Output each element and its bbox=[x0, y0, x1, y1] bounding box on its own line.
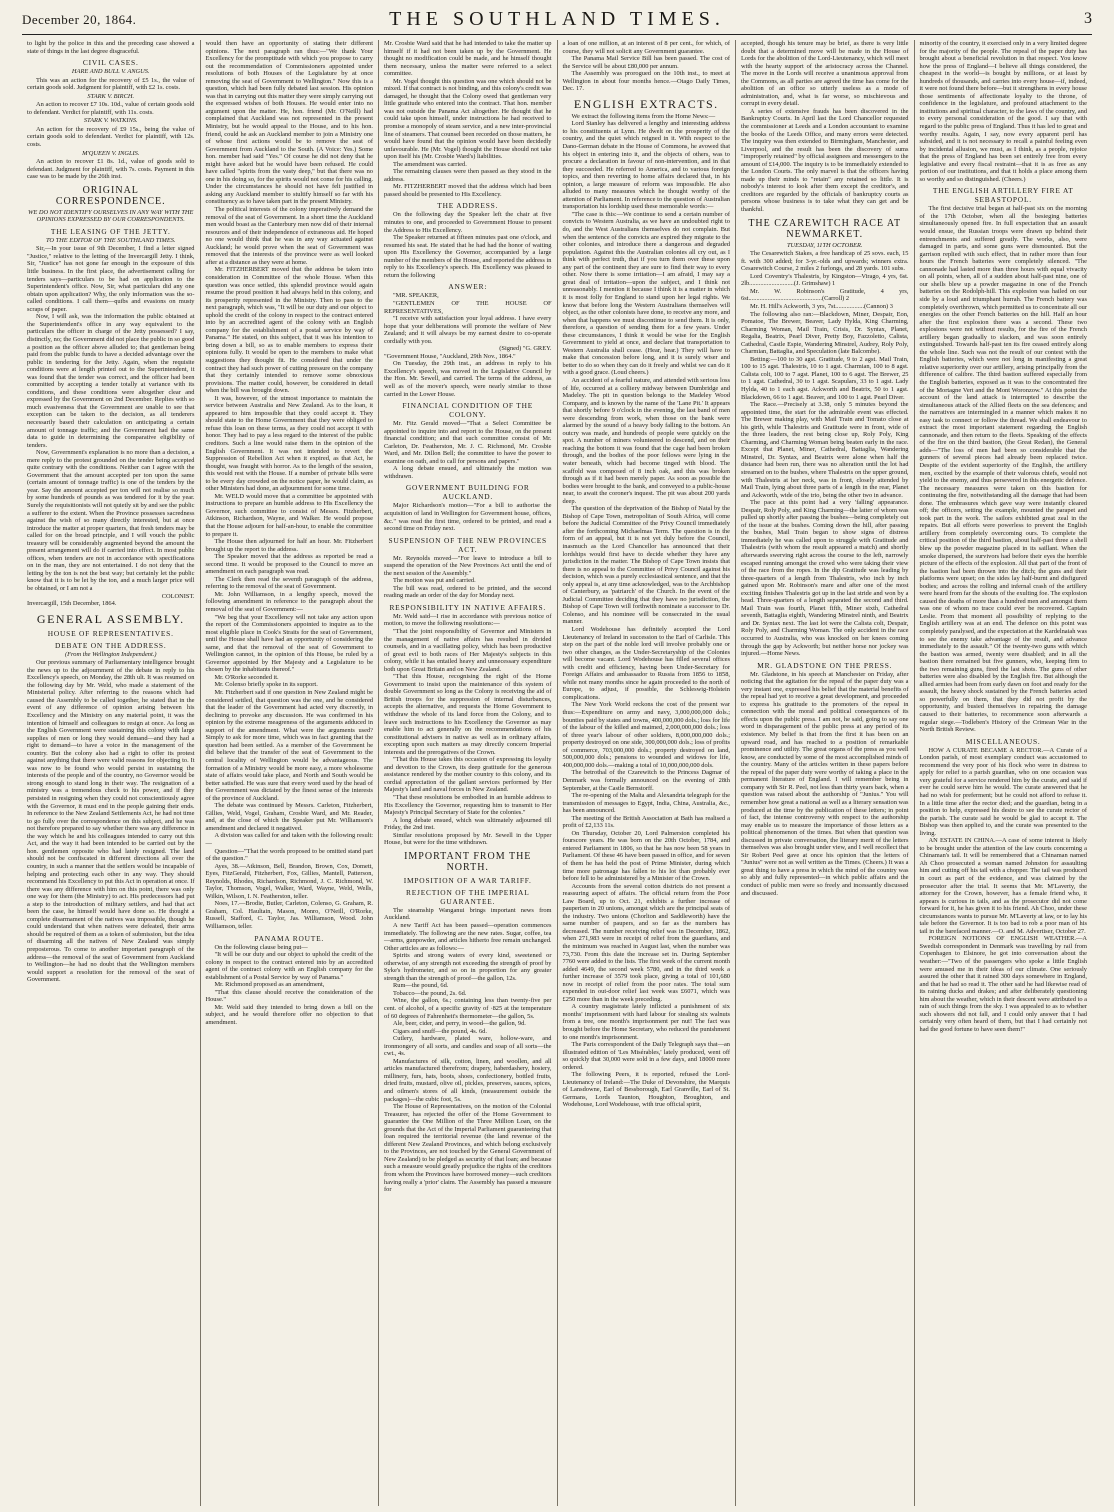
section-heading: CIVIL CASES. bbox=[82, 58, 139, 68]
article-paragraph: Mr. FITZHERBERT moved that the address which had been passed should be presented to His Excellency. bbox=[384, 183, 552, 198]
article-paragraph: "Government House, "Auckland, 29th Nov., 1864." bbox=[384, 352, 516, 360]
article-paragraph: minority of the country, it exercised only in a very limited degree for the majority of the people. The repeal of the paper duty has brought about a beneficial revolution in that respect. You know how the press of England—I believe all things considered, the cheapest in the world—is bought by millions, or at least by hundreds of thousands, and carries into every house—if, indeed, it were not found there before—but it strengthens in every house those sentiments of affectionate loyalty to the throne, of confidence in the legislature, and profound attachment to the institutions and spiritual character, to the laws of the country, and to every personal consideration of the good. I say that with regard to the public press of England. Thus it has led to great and worthy results. Again, I say, now every apparent peril has subsided, and it is not necessary to recall a painful feeling even by incidental allusion, we must, as I think, as a people, rejoice that the press of England has been set entirely free from every legislative and every fiscal restraint—that it is as free as any portion of our institutions, and that it holds a place among them so worthy and so distinguished. (Cheers.) bbox=[919, 40, 1087, 183]
article-paragraph: "That the joint responsibility of Governor and Ministers in the management of native affairs has resulted in divided counsels, and in a vacillating policy, which has been productive of great evil to both races of Her Majesty's subjects in this colony, while it has entailed heavy and unnecessary expenditure both upon Great Britain and on New Zealand. bbox=[384, 628, 552, 673]
article-paragraph: Our previous summary of Parliamentary intelligence brought the news up to the adjournment of the debate in reply to his Excellency's speech, on Monday, the 28th ult. It was resumed on the following day by Mr. Weld, who made a statement of the Ministerial policy. After referring to the reasons which had caused the Assembly to be called together, he stated that in the event of any difference of opinion arising between his Excellency and the Ministry on any material point, it was the intention of himself and colleagues to resign at once. As long as the English Government were sustaining this colony with large supplies of men or long they would demand—and they had a right to demand—to have a voice in the management of the country. But the colony also had a right to offer its protest against anything that there were valid reasons for objecting to. It was now to be found who would persist in sustaining the interests of the people and of the country, no Governor would be strong enough to stand long in their way. The resignation of a ministry was a tremendous check to his power, and if they persisted in resigning when they could not conscientiously agree with the Governor, it must end in the people gaining their ends. In reference to the New Zealand Settlements Act, he had not time to go fully over the correspondence on this subject, and he was not therefore prepared to say whether there was any difference in the way which he and his colleagues intended to carry out this Act, and the way it had been intended to be carried out by the hon. gentlemen opposite who had lately resigned. The land should not be confiscated in different directions all over the country, in such a manner that the settlers would be incapable of helping and protecting each other in any way. They should recommend his Excellency to put this Act in operation at once. If there was any difference with him on this point, there was only one way for them (the Ministry) to act. His predecessors had put a step to the introduction of military settlers, and had that act been the case, he himself would have done so. He thought a complete disarmament of the natives was impossible, though he could understand that when natives were defeated, their arms should be required of them as a token of submission, but the idea of disarming all the natives of New Zealand was simply preposterous. To come to another important paragraph of the address—the removal of the seat of Government from Auckland to Wellington—he had no doubt that the Wellington members would support a resolution for the removal of the seat of Government. bbox=[27, 659, 195, 984]
article-paragraph: Now, I will ask, was the information the public obtained at the Superintendent's office in any way equivalent to the particulars the officer in charge of the Jetty possessed? I say, distinctly, no; the Government did not place the public in so good a position as the officer above alluded to; that gentleman being paid from the public funds to have a decided advantage over the public in tendering for the Jetty. Again, when the requisite conditions were at length printed out to the Superintendent, it was found that the tender was correct, and the officer had been committed by accepting a tender totally at variance with its conditions, and these conditions were altogether clear and expressed by the Government on 2nd December. Replies with so much evasiveness that the Government are unable to see that exception can be taken to the decision, as all tenderers necessarily based their calculation on anticipating a certain amount of tonnage traffic; and the Government had the same data to guide in determining the comparative eligibility of tenders. bbox=[27, 313, 195, 449]
article-paragraph: It was, however, of the utmost importance to maintain the service between Australia and New Zealand. As to the loan, it appeared to him impossible that they could accept it. They should state to the Home Government that they were obliged to refuse this loan on these terms, as they could not accept it with honor. They had to pay a less regard to the interest of the public creditors. Such a line would raise them in the opinion of the English Government. It was not intended to revert the Suppression of Rebellion Act when it expired, as that Act, he thought, was fraught with horror. As to the length of the session, this would rest with the House. If a number of private bills were to be every day crowded on the notice paper, he would claim, as other Ministers had done, an adjournment for some time. bbox=[205, 394, 373, 493]
subheading: STARK V. BIRCH. bbox=[87, 92, 135, 100]
section-heading: ANSWER: bbox=[448, 282, 488, 292]
article-paragraph: The following also ran:—Blackdown, Miner, Despair, Eon, Pomatoe, The Brewer, Beaver, Lady Hylda, King Charming, Charming Woman, Mail Train, Crisis, Dr. Syntax, Planet, Regalia, Beatrix, Pearl Diver, Pretty Boy, Fazzoletto, Calista, Cathedral, Castle Espie, Wandering Minstrel, Audrey, Roly Poly, Charmian, Battaglia, and Speculation (late Balcombe). bbox=[741, 310, 909, 356]
article-paragraph: The Panama Mail Service Bill has been passed. The cost of the Service will be about £80,000 per annum. bbox=[562, 55, 730, 70]
article-paragraph: Tobacco—the pound, 2s. 6d. bbox=[393, 989, 467, 997]
column-2 bbox=[201, 40, 380, 1506]
article-paragraph: Mr. WELD would move that a committee be appointed with instructions to prepare an humble address to His Excellency the Governor, such committee to consist of Messrs. Fitzherbert, Atkinson, Richardson, Wayne, and Walker. He would propose that the House adjourn for half-an-hour, to enable the committee to prepare it. bbox=[205, 492, 373, 538]
article-paragraph: The Race.—Precisely at 3.38, only 5 minutes beyond the appointed time, the start for the admirable event was effected. The Brewer making play, with Mail Train and Tomato close at his girth, while Thalestris and Gratitude were in front, wide of the three leaders, the rest being close up, Roly Poly, King Charming, and Charming Woman being beaten early in the race. Except that Planet, Miner, Cathedral, Battaglia, Wandering Minstrel, Dr. Syntax, and Beatrix were alone when half the distance had been run, there was no alteration until the lot had streamed on to the bushes, where Thalestris on the upper ground, with Thalestris at her neck, was in front, closely attended by Mail Train, lying about three parts of a length in the rear, Planet and Ackworth, wide of the trio, being the other two in advance. bbox=[741, 401, 909, 499]
article-paragraph: On the following clause being put— bbox=[214, 943, 308, 951]
section-heading: REJECTION OF THE IMPERIAL GUARANTEE. bbox=[405, 887, 530, 906]
article-paragraph: A country magistrate lately inflicted a punishment of six months' imprisonment with hard labour for stealing six walnuts from a tree, one month's imprisonment per nut! The fact was brought before the Home Secretary, who reduced the punishment to one month's imprisonment. bbox=[562, 1003, 730, 1041]
article-paragraph: The House then adjourned for half an hour. Mr. Fitzherbert brought up the report to the address. bbox=[205, 538, 373, 553]
subheading: M'QUEEN V. INGLIS. bbox=[82, 149, 140, 157]
article-paragraph: Ayes, 38.—Atkinson, Bell, Brandon, Brown, Cox, Domett, Eyes, FitzGerald, Fitzherbert, Fox, Gillies, Mantell, Patterson, Reynolds, Rhodes, Richardson, Richmond, J. C. Richmond, W. Taylor, Thomson, Vogel, Walker, Ward, Wayne, Weld, Wells, Wilkin, Wilson, I. N. Featherston, teller. bbox=[205, 862, 373, 900]
article-paragraph: The New York World reckons the cost of the present war thus:—Expenditure on army and navy, 3,000,000,000 dols.; bounties paid by states and towns, 400,000,000 dols.; loss for life of the labour of the killed and maimed, 2,000,000,000 dols.; loss of three year's labour of other soldiers, 8,000,000,000 dols.; property destroyed on one side, 300,000,000 dols.; loss of profits of commerce, 703,000,000 dols.; property destroyed on land, 500,000,000 dols.; pensions to wounded and widows for life, 400,000,000 dols.—making a total of 10,000,000,000 dols. bbox=[562, 701, 730, 769]
article-paragraph: Mr. Weld said they intended to bring down a bill on the subject, and he would therefore offer no objection to that amendment. bbox=[205, 1003, 373, 1026]
article-paragraph: The debate was continued by Messrs. Carleton, Fitzherbert, Gillies, Weld, Vogel, Graham, Crosbie Ward, and Mr. Reader, and, at the close of which the Speaker put Mr. Williamson's amendment and declared it negatived. bbox=[205, 802, 373, 832]
article-paragraph: On Thursday, October 20, Lord Palmerston completed his fourscore years. He was born on the 20th October, 1784, and entered Parliament in 1806, so that he has now been 58 years in Parliament. Of these 46 have been passed in office, and for seven of them he has held the post of Prime Minister, during which time more patronage has fallen to his lot than probably ever before fell to be administered by a Minister of the Crown. bbox=[562, 829, 730, 883]
article-paragraph: Spirits and strong waters of every kind, sweetened or otherwise, of any strength not exceeding the strength of proof by Syke's hydrometer, and so on in proportion for any greater strength than the strength of proof—the gallon, 12s. bbox=[384, 952, 552, 982]
article-paragraph: The Speaker moved that the address as reported be read a second time. It would be proposed to the Council to move an amendment on each paragraph was read. bbox=[205, 553, 373, 576]
article-paragraph: Cigars and snuff—the pound, 4s. 6d. bbox=[393, 1027, 487, 1035]
article-paragraph: Rum—the pound, 6d. bbox=[393, 982, 449, 990]
article-paragraph: This was an action for the recovery of £5 1s., the value of certain goods sold. Judgment for plaintiff, with £2 1s. costs. bbox=[27, 76, 195, 92]
subheading: TO THE EDITOR OF THE SOUTHLAND TIMES. bbox=[45, 236, 176, 244]
article-paragraph: Cutlery, hardware, plated ware, hollow-ware, and ironmongery of all sorts, and candles and soap of all sorts—the cwt., 4s. bbox=[384, 1035, 552, 1058]
article-paragraph: Wine, the gallon, 6s.; containing less than twenty-five per cent. of alcohol, of a specific gravity of ·825 at the temperature of 60 degrees of Fahrenheit's thermometer—the gallon, 5s. bbox=[384, 997, 552, 1020]
article-paragraph: Noes, 17.—Brodie, Butler, Carleton, Colenso, G. Graham, R. Graham, Col. Haultain, Mason, Monro, O'Neill, O'Rorke, Russell, Stafford, C. Taylor, Jas. Williamson, Wood. John Williamson, teller. bbox=[205, 900, 373, 930]
article-paragraph: "GENTLEMEN OF THE HOUSE OF REPRESENTATIVES, bbox=[384, 299, 552, 315]
article-paragraph: Mr. Gladstone, in his speech at Manchester on Friday, after noticing that the agitation for the repeal of the paper duty was a very instant one, expressed his belief that the material benefits of the repeal had yet to receive a great development, and proceeded to express his gratitude to the promoters of the repeal in connection with the moral and political consequences of its effects upon the public press. I am not, he said, going to say one word in disparagement of the public press at any period of its existence. My belief is that from the first it has been on an upward road, and has reached to a position of remarkable prominence and utility. The great organs of the press as you well know, are conducted by some of the most accomplished minds of the country. Many of the articles written in these papers before the repeal of the paper duty were worthy of taking a place in the permanent literature of England. I will remember being in company with Sir R. Peel, not less than thirty years back, when a question was raised about the authorship of "Junius." You will remember how great a national as well as a literary sensation was produced at the time by the publication of these letters; in point of fact, the intense controversy with respect to the authorship may enable us to measure the importance of those letters as a political phenomenon of the times. But when that question was discussed in private conversation, the literary merit of the letters themselves was also brought under view, and I well recollect that Sir Robert Peel gave at once his opinion that the letters of "Junius" were not as well written as the Times. (Cheers.) It was a great thing to have a press in which the mind of the country was so ably and fully represented—in which public affairs and the conduct of public men were so freely and incessantly discussed and discussed. bbox=[741, 670, 909, 897]
article-paragraph: Ale, beer, cider, and perry, in wood—the gallon, 9d. bbox=[393, 1020, 526, 1028]
section-heading: DEBATE ON THE ADDRESS. bbox=[55, 640, 167, 650]
article-paragraph: "That this clause should receive the consideration of the House." bbox=[205, 988, 373, 1004]
article-paragraph: The steamship Wanganui brings important news from Auckland. bbox=[384, 906, 552, 922]
newspaper-title: THE SOUTHLAND TIMES. bbox=[389, 8, 725, 30]
subheading: HARE AND BULL V. ANGUS. bbox=[71, 68, 150, 76]
article-paragraph: Mr. Weld said—I rise in accordance with previous notice of motion, to move the following resolutions:— bbox=[384, 612, 552, 628]
article-paragraph: Mr. Richmond proposed as an amendment, bbox=[214, 981, 325, 989]
section-heading: RESPONSIBILITY IN NATIVE AFFAIRS. bbox=[389, 602, 547, 612]
article-paragraph: A long debate ensued, and ultimately the motion was withdrawn. bbox=[384, 465, 552, 480]
section-heading: THE ENGLISH ARTILLERY FIRE AT SEBASTOPOL. bbox=[932, 186, 1074, 205]
article-paragraph: A new Tariff Act has been passed—operation commences immediately. The following are the new rates. Sugar, coffee, tea—arms, gunpowder, and articles hitherto free remain unchanged. Other articles are as follows:— bbox=[384, 921, 552, 952]
article-paragraph: The re-opening of the Malta and Alexandria telegraph for the transmission of messages to Egypt, India, China, Australia, &c., has been announced. bbox=[562, 792, 730, 815]
section-heading: FINANCIAL CONDITION OF THE COLONY. bbox=[402, 401, 534, 420]
section-heading: GENERAL ASSEMBLY. bbox=[36, 611, 185, 626]
article-paragraph: Mr. Reynolds moved—"For leave to introduce a bill to suspend the operation of the New Provinces Act until the end of the next session of the Assembly." bbox=[384, 554, 552, 577]
article-paragraph: Mr. Fitz Gerald moved—"That a Select Committee be appointed to inquire into and report to the House, on the present financial condition; and that such committee consist of Mr. Carleton, Dr. Featherston, Mr. J. C. Richmond, Mr. Crosbie Ward, and Mr. Dillon Bell; the committee to have the power to examine on oath, and to call for persons and papers." bbox=[384, 420, 552, 465]
section-heading: MR. GLADSTONE ON THE PRESS. bbox=[757, 660, 893, 670]
article-paragraph: The motion was put and carried. bbox=[393, 577, 476, 585]
article-paragraph: The political interests of the colony imperatively demand the removal of the seat of Government. In a short time the Auckland men would boast as the Canterbury men now did of their internal resources and of their independence of extraneous aid. He hoped no one would think that he was in any way actuated against Auckland; he would prove when the seat of Government was removed that the interests of the province were as well looked after at a distance as they were at home. bbox=[205, 206, 373, 266]
article-paragraph: Mr. O'Rorke seconded it. bbox=[214, 673, 279, 681]
article-paragraph: "That this House, recognising the right of the Home Government to insist upon the maintenance of this system of double Government so long as the Colony is receiving the aid of British troops for the suppression of internal disturbances, accepts the alternative, and requests the Home Government to withdraw the whole of its land force from the Colony, and to leave such instructions to his Excellency the Governor as may enable him to act generally on the recommendations of his constitutional advisers in native as well as in ordinary affairs, excepting upon such matters as may directly concern Imperial interests and the prerogatives of the Crown. bbox=[384, 673, 552, 756]
article-paragraph: We extract the following items from the Home News:— bbox=[571, 112, 716, 120]
article-paragraph: The bill was read, ordered to be printed, and the second reading made an order of the day for Monday next. bbox=[384, 584, 552, 600]
article-paragraph: Sir,—In your issue of 9th December, I find a letter signed "Justice," relative to the letting of the Invercargill Jetty. I think, Sir, "Justice" has not gone far enough in the exposure of this little business. In the first place, the advertisement calling for tenders says—particulars to be had on application to the Superintendent's office. Now, Sir, what particulars did any one obtain upon application? Why, the only information was the so-called conditions. I call them—quibs and evasions on musty scraps of paper. bbox=[27, 245, 195, 313]
section-heading: SUSPENSION OF THE NEW PROVINCES ACT. bbox=[388, 535, 547, 554]
section-heading: HOUSE OF REPRESENTATIVES. bbox=[47, 628, 174, 638]
article-paragraph: The House of Representatives, on the motion of the Colonial Treasurer, has rejected the offer of the Home Government to guarantee the One Million of the Three Million Loan, on the grounds that the Act of the Imperial Parliament guaranteeing that loan required the territorial revenue (the land revenue of the different New Zealand Provinces, and which belong exclusively to the Provinces, are not touched by the General Government of New Zealand) to be pledged as security of that loan; and because such a measure would greatly prejudice the rights of the creditors from whom the Provinces have borrowed money—such creditors having really a 'prior' claim. The Assembly has passed a measure for bbox=[384, 1103, 552, 1194]
article-paragraph: FOREIGN NOTIONS OF ENGLISH WEATHER.—A Swedish correspondent in Denmark was travelling by rail from Copenhagen to Elsinore, he got into conversation about the weather:—"Two of the passengers who spoke a little English were amused me in their ideas of our climate. One seriously assured the other that it rained 300 days somewhere in England, and that he had so read it. The other said he had likewise read of its raining ducks and drakes; and after deliberately questioning him about the weather, which in their descent were attributed to a rain of such things from the sky. I was appealed to as to whether such showers did not fall, and I could only answer that I had certainly very often heard of them, but that I had certainly not had the good fortune to have seen them!" bbox=[919, 935, 1087, 1033]
section-heading: THE ADDRESS. bbox=[437, 201, 499, 211]
section-heading: THE LEASING OF THE JETTY. bbox=[50, 226, 171, 236]
article-paragraph: Lord Stanley has delivered a lengthy and interesting address to his constituents at Lynn. He dwelt on the prosperity of the country, and the quiet which reigned in it. With respect to the Dano-German debate in the House of Commons, he avowed that his object in entering into it, and the objects of others, was to procure a declaration in favour of non-intervention, and in that they succeeded. He referred to America, and to various foreign topics, and then reverting to home affairs declared that, in his opinion, a large measure of reform was impossible. He also alluded to many measures which he thought worthy of the attention of Parliament. In reference to the question of Australian transportation his lordship used these memorable words:— bbox=[562, 120, 730, 211]
masthead bbox=[22, 6, 1092, 35]
article-paragraph: The betrothal of the Czarewitch to the Princess Dagmar of Denmark was formally announced on the evening of 28th September, at the Castle Bernstorff. bbox=[562, 769, 730, 792]
article-paragraph: "It will be our duty and our object to uphold the credit of the colony in respect to the contract entered into by an accredited agent of the contract colony with an English company for the establishment of a Postal Service by way of Panama." bbox=[205, 951, 373, 981]
article-paragraph: Mr. H. Hill's Ackworth, 3 yrs, 7st..................(Cannon) 3 bbox=[750, 302, 893, 310]
section-heading: ORIGINAL CORRESPONDENCE. bbox=[55, 184, 166, 207]
article-paragraph: On the following day the Speaker left the chair at five minutes to one, and proceeded to Government House to present the Address to His Excellency. bbox=[384, 211, 552, 234]
section-heading: IMPOSITION OF A WAR TARIFF. bbox=[403, 875, 532, 885]
article-paragraph: The amendment was carried. bbox=[393, 160, 467, 168]
article-paragraph: "We beg that your Excellency will not take any action upon the report of the Commissioners appointed to inquire as to the most eligible place in Cook's Straits for the seat of Government, until the House shall have had an opportunity of considering the same, and that the removal of the seat of Government to Wellington cannot, in the opinion of this House, be ruled by a Governor appointed by Her Majesty and a Legislature to be chosen by the inhabitants thereof." bbox=[205, 613, 373, 674]
subheading: WE DO NOT IDENTIFY OURSELVES IN ANY WAY WITH THE OPINIONS EXPRESSED BY OUR CORRESPONDENTS. bbox=[28, 208, 194, 224]
signature: COLONIST. bbox=[161, 592, 195, 600]
article-paragraph: An action to recover £1 8s. 1d., value of goods sold to defendant. Judgment for plaintiff, with 7s. costs. Payment in this case was to be made by the 26th inst. bbox=[27, 158, 195, 181]
article-paragraph: "I receive with satisfaction your loyal address. I have every hope that your deliberations will promote the welfare of New Zealand; and it will always be my earnest desire to co-operate cordially with you. bbox=[384, 315, 552, 345]
article-paragraph: Major Richardson's motion—"For a bill to authorise the acquisition of land in Wellington for Government house, offices, &c." was read the first time, ordered to be printed, and read a second time on Friday next. bbox=[384, 502, 552, 533]
article-paragraph: The remaining clauses were then passed as they stood in the address. bbox=[384, 168, 552, 183]
issue-date: December 20, 1864. bbox=[22, 12, 137, 27]
article-paragraph: "The case is this:—We continue to send a certain number of convicts to Western Australia, as we have an undoubted right to do, and the West Australians themselves do not complain. But when the sentence of the convicts are expired they migrate to the other colonies, and introduce there a dangerous and degraded population. Against this the Australian colonies all cry out, as I think with perfect truth, that if you turn them over these upon any part of the continent they are sure to find their way to every other. Now there is some irritation—I am afraid, I may say a great deal of irritation—upon the subject, and I think not unreasonably. I mention it because I think it is a matter in which it is most folly for England to stand upon her legal rights. We know that before long the Western Australians themselves will object, as the other colonists have done, to receive any more, and when that happens we must discontinue to send them. It is only, therefore, a question of sending them for a few years. Under these circumstances, I think it would be wise for the English Government to yield at once, and declare that transportation to Western Australia shall cease. (Hear, hear.) They will have to make that concession before long, and it is surely wiser and better to do so when they can do it freely and whilst we can do it with a good grace. (Loud cheers.) bbox=[562, 210, 730, 377]
article-paragraph: would then have an opportunity of stating their different opinions. The next paragraph ran thus:—"We thank Your Excellency for the promptitude with which you propose to carry out the recommendation of Commissioners appointed under resolutions of both Houses of the Legislature by at once removing the seat of Government to Wellington." Now this is a question, which had been fully debated last session. His opinion was that in carrying out this matter they were simply carrying out the expressed wishes of both Houses. He would enter into no argument upon the matter. He, hon. friend (Mr. O'Neill) had complained that Auckland was not represented in the present Ministry, but he would appeal to the House, and to his hon. friend, could he ask an Auckland member to join a Ministry one of whose first actions would be to remove the seat of Government from Auckland to the South. (A Voice: Yes.) Some hon. member had said "Yes." Of course he did not deny that he might have asked but he would have been refused. He could have called "spirits from the vasty deep," but that there was no one in his doing so, for the spirits would not come for his calling. Under the circumstances he should not have felt justified in asking any Auckland member to stultify himself so far with his constituency as to have taken part in the present Ministry. bbox=[205, 40, 373, 206]
subheading: STARK V. WATKINS. bbox=[83, 117, 138, 125]
column-4 bbox=[558, 40, 737, 1506]
column-3 bbox=[379, 40, 558, 1506]
article-paragraph: Mr. FITZHERBERT moved that the address be taken into consideration in Committee of the whole House. When this question was once settled, this splendid province would again resume the proud position it had always held in this colony, and its prosperity represented in the Ministry. Then to pass to the next paragraph, which was, "It will be our duty and our object to uphold the credit of the colony in respect to the contract entered into by an accredited agent of the colony with an English company for the establishment of a postal service by way of Panama." He stated, on this subject, that it was his intention to bring down a bill, so as to enable members to express their opinions fully. It would be open to the members to make what suggestions they thought fit. He considered that under the contract they had such power of cutting pressure on the company that they certainly intended to remove some obnoxious provisions. The matter could, however, be considered in detail when the bill was brought down. bbox=[205, 266, 373, 395]
article-paragraph: Mr. Colenso briefly spoke in its support. bbox=[214, 681, 318, 689]
article-paragraph: Similar resolutions proposed by Mr. Sewell in the Upper House, but were for the time withdrawn. bbox=[384, 831, 552, 847]
subheading: (From the Wellington Independent.) bbox=[65, 650, 157, 658]
column-1 bbox=[22, 40, 201, 1506]
article-paragraph: Mr. Crosbie Ward said that he had intended to take the matter up himself if it had not been taken up by the Government. He thought no modification could be made, and he himself thought them necessary, unless the matter were referred to a select committee. bbox=[384, 40, 552, 78]
article-paragraph: Mr. Vogel thought this question was one which should not be mixed. If that contract is not binding, and this colony's credit was damaged, he thought that the Colony owed that gentleman very little gratitude who entered into the contract. That hon. member was not outside the Panama Act altogether. He thought that he could take upon himself, under instructions he had received to promise a monopoly of steam service, and a new inter-provincial line of steamers. That counsel been recorded on those matters, he would have found that the opinion would have been decidedly unfavourable. He (Mr. Vogel) thought the House should not take upon itself his (Mr. Crosbie Ward's) liabilities. bbox=[384, 77, 552, 161]
article-paragraph: to light by the police in this and the preceding case showed a state of things in the last degree disgraceful. bbox=[27, 40, 195, 55]
section-heading: IMPORTANT FROM THE NORTH. bbox=[404, 850, 532, 873]
article-paragraph: The first decisive trial began at half-past six on the morning of the 17th October, when all the besieging batteries simultaneously opened fire. In full expectation that an assault would ensue, the Russian troops were drawn up behind their entrenchments and suffered greatly. The works, also, were damaged in parts, and some guns were dismounted. But the garrison replied with such effect, that in rather more than four hours the French batteries were completely silenced. "The cannonade had lasted more than three hours with equal vivacity on all points, when, all of a sudden about half-past nine, one of our shells blew up a powder magazine in one of the French batteries on the Rodolph-hill. This explosion was hailed on our side by a loud and triumphant hurrah. The French battery was completely overthrown, which permitted us to concentrate all our energies on the other French batteries on the hill. Half an hour after the first explosion there was a second. These two explosions were not without results, for the fire of the French artillery began gradually to slacken, and was soon entirely extinguished. Towards half-past ten its fire ceased entirely along the whole line. Such was not the result of our contest with the English batteries, which were not long in manifesting a great relative superiority over our artillery, arising principally from the difference of calibre. The third bastion suffered especially from the English batteries, exposed as it was to the concentrated fire of the Mortagne Vert and the Mont Woronzow." At this point the account of the land attack is interrupted to describe the simultaneous attack of the Allied fleets on the sea defences; and the narratives are intermingled in a manner which makes it no easy task to connect or follow the thread. We shall endeavour to extract the most important statement regarding the English cannonade, and then return to the fleets. Speaking of the effects of the fire on the third bastion, (the Great Redan), the General adds—"The loss of men had been so considerable that the gunners of several pieces had already been replaced twice. Despite of the evident superiority of the English, the artillery men, excited by the example of their valorous chiefs, would not yield to the enemy, and thus persevered in this energetic defence. The necessary measures were taken on this bastion for continuing the fire, notwithstanding all the damage that had been done. The embrasures which gave way were instantly cleared off; the officers, setting the example, mounted the parapet and took part in the work. The sailors exhibited great zeal in the repairs. But all efforts were powerless to prevent the English artillery from completely overcoming ours. To complete the critical position of the third bastion, about half-past three a shell blew up the powder magazine placed in its saillant. When the smoke dispersed, the survivors had before their eyes the horrible picture of the effects of the explosion. All that part of the front of the bastion had been thrown into the ditch; the guns and their platforms were upset; on the sides lay half-burnt and disfigured bodies; and across the rolling and infernal crash of the artillery were heard from far the shouts of the exulting foe. The explosion caused the deaths of more than a hundred men and amongst them was one of whom no trace could ever be recovered. Captain Leslie. From that moment all possibility of replying to the English artillery was at an end. The defence on this point was completely paralysed, and the expectation at the Kardelnaiah was to see the enemy take advantage of the result, and advance immediately to the assault." Of the twenty-two guns with which the bastion was armed, twenty were disabled; and in all the bastion there remained but five gunners, who, keeping firm to the two remaining guns, fired the last shots. The guns of other batteries were also disabled by the English fire. But although the allied armies had been from early dawn on foot and ready for the assault, the heavy shock sustained by the French batteries acted so powerfully on them, that they did not profit by the opportunity, and busied themselves in repairing the damage caused to their batteries, to recommence soon afterwards a regular siege.—Todleben's History of the Crimean War in the North British Review. bbox=[919, 205, 1087, 734]
article-paragraph: Now, Government's explanation is no more than a decision, a mere reply to the protest grounded on the tender being accepted quite contrary with the conditions. Neither can I agree with the Government that the amount accepted per ton upon the same (certain amount of tonnage traffic) is one of the tenders by the year. Say the amount accepted per ton will not realise so much by some hundreds of pounds as was tendered for it by the year. Surely the requisitionists will not quietly sit by and see the public a sufferer to the extent. When the Province possesses sacredness against the wish of so many directly interested, but at once introduce the matter at proper quarters, that fresh tenders may be called for on the broad principle, and I will vouch the public treasury will be considerably augmented beyond the amount the present arrangement will do if carried into effect. In most public offices, when tenders are not in accordance with specifications on in the man, they are not entertained. I do not deny that the letting by the ton is not the best way; but certainly let the public know that it is to be let by the ton, and a much larger price will be obtained, or I am not a bbox=[27, 449, 195, 592]
article-paragraph: A long debate ensued, which was ultimately adjourned till Friday, the 2nd inst. bbox=[384, 816, 552, 832]
article-paragraph: HOW A CURATE BECAME A RECTOR.—A Curate of a London parish, of most exemplary conduct was accustomed to recommend the very poor of his flock who were in distress to apply for relief to a parish guardian, who on one occasion was very grateful for a service rendered him by the curate, and said if ever he could serve him he would. The curate answered that he had no wish for preferment; but he could not afford to refuse it. In a little time after the rector died; and the guardian, being in a position to help, expressed his desire to see the curate rector of the parish. The curate said he would be glad to accept it. The Bishop was then applied to, and the curate was presented to the living. bbox=[919, 746, 1087, 837]
article-paragraph: Manufactures of silk, cotton, linen, and woollen, and all articles manufactured therefrom; drapery, haberdashery, hosiery, millinery, furs, hats, boots, shoes, confectionery, bottled fruits, dried fruits, mustard, olive oil, pickles, preserves, sauces, spices, and oilmen's stores of all kinds, (measurement outside the packages)—the cubic foot, 5s. bbox=[384, 1057, 552, 1103]
article-paragraph: A series of extensive frauds has been discovered in the Bankruptcy Courts. In April last the Lord Chancellor requested the commissioner at Leeds and a London accountant to examine the books of the Leeds Office, and many errors were detected. The inquiry was then extended to Birmingham, Manchester, and Liverpool, and the result has been the discovery of sums "improperly retained" by official assignees and messengers to the amount of £14,000. The inquiry is to be immediately extended to the London Courts. The only marvel is that the officers having made up their minds to "retain" any retained so little. It is nobody's interest to look after them except the creditor's, and creditors are regarded by the officials of bankruptcy courts as persons whose business is to take what they can get and be thankful. bbox=[741, 107, 909, 214]
article-paragraph: "That these resolutions be embodied in an humble address to His Excellency the Governor, requesting him to transmit to Her Majesty's Principal Secretary of State for the colonies." bbox=[384, 794, 552, 817]
article-paragraph: "MR. SPEAKER, bbox=[393, 292, 439, 300]
article-paragraph: Mr. Fitzherbert said if one question in New Zealand might be considered settled, that question was the one, and he considered that the leader of the Government had acted very discreetly, in declining to provoke any discussion. He was confirmed in his opinion by the extreme meagreness of the arguments adduced in support of the amendment. What were the arguments used? Simply to ask for more time, which was in fact granting that the question had been settled. As a member of the Government he did believe that the transfer of the seat of Government to the central locality of Wellington would be advantageous. The formation of a Ministry would be more easy, a more wholesome state of affairs would take place, and North and South would be better satisfied. He was sure that every word used by the head of the Government was dictated by the finest sense of the interests of the province of Auckland. bbox=[205, 689, 373, 802]
section-heading: ENGLISH EXTRACTS. bbox=[573, 96, 719, 111]
article-paragraph: The meeting of the British Association at Bath has realised a profit of £2,133 11s. bbox=[562, 814, 730, 830]
section-heading: PANAMA ROUTE. bbox=[254, 933, 325, 943]
signature: (Signed) "G. GREY. bbox=[499, 345, 552, 353]
article-paragraph: "That this House takes this occasion of expressing its loyalty and devotion to the Crown, its deep gratitude for the generous assistance rendered by the mother country to this colony, and its cordial appreciation of the gallant services performed by Her Majesty's land and naval forces in New Zealand. bbox=[384, 756, 552, 794]
article-paragraph: accepted, though his tenure may be brief, as there is very little doubt that a determined move will be made in the House of Lords for the abolition of the Lord-Lieutenancy, which will meet with the hearty support of the aristocracy across the Channel. The move in the Lords will receive a unanimous approval from the Commons, as all parties are agreed the time has come for the abolition of an office so utterly useless as a mode of administration, and, what is far worse, so mischievous and corrupt in every detail. bbox=[741, 40, 909, 108]
article-paragraph: The Cesarewitch Stakes, a free handicap of 25 sovs. each, 15 ft. with 300 added; for 3-yr.-olds and upwards; winners extra. Cesarewitch Course, 2 miles 2 furlongs, and 28 yards. 101 subs. bbox=[741, 250, 909, 273]
article-paragraph: Mr. W. Robinson's Gratitude, 4 yrs, 6st..............................................(Carroll) 2 bbox=[741, 287, 909, 303]
section-heading: MISCELLANEOUS. bbox=[965, 736, 1041, 746]
article-paragraph: The Speaker returned at fifteen minutes past one o'clock, and resumed his seat. He stated that he had had the honor of waiting upon His Excellency the Governor, accompanied by a large number of the members of the House, and reported the address in reply to his Excellency's speech. His Excellency was pleased to return the following bbox=[384, 234, 552, 279]
article-paragraph: A division was called for and taken with the following result:— bbox=[205, 832, 373, 847]
article-paragraph: The question of the deprivation of the Bishop of Natal by the Bishop of Cape Town, metropolitan of South Africa, will come before the Judicial Committee of the Privy Council immediately after the forthcoming Michaelmas Term. The question is in the form of an appeal, but it is not yet duly before the Council, inasmuch as the Lord Chancellor has announced that their lordships would first have to decide whether they have any jurisdiction in the matter. The Bishop of Cape Town insists that there is no appeal to the Committee of Privy Council against his decision, which was a purely ecclesiastical sentence, and that the only appeal is, at any time acknowledged, was to the Archbishop of Canterbury, as 'patriarch' of the Church. In the event of the Judicial Committee deciding that they have no jurisdiction, the Bishop of Cape Town will forthwith nominate a successor to Dr. Colenso, and his nominee will be consecrated in the usual manner. bbox=[562, 505, 730, 626]
article-paragraph: The pace at this point had a very 'falling' appearance. Despair, Roly Poly, and King Charming—the latter of whom was pulled up shortly after passing the bushes—being completely out of the issue at the bushes. Coming down the hill, after passing the bushes, Mail Train began to show signs of distress immediately he was called upon to struggle with Gratitude and Thalestris (with whom the result appeared a match) and shortly afterwards swerving right across the course to the left, narrowly escaped running amongst the crowd who were taking their view of the race from the ropes. In the dip Gratitude was leading by three-quarters of a length from Thalestris, who inch by inch gained upon Mr. Robinson's mare and after one of the most exciting finishes Thalestris got up in the last stride and won by a head. Three-quarters of a length separated the second and third. Mail Train was fourth, Planet fifth, Miner sixth, Cathedral seventh, Battaglia eighth, Wandering Minstrel ninth, and Beatrix and Dr. Syntax next. The last lot were the Calista colt, Despair, Roly Poly, and Charming Woman. The only accident in the race occurred to Australia, who was knocked on her knees coming through the gap by Ackworth; but neither horse nor jockey was injured.—Home News. bbox=[741, 499, 909, 658]
article-paragraph: The Paris correspondent of the Daily Telegraph says that—an illustrated edition of 'Les Misérables,' lately produced, went off so quickly that 30,000 were sold in a few days, and 18000 more ordered. bbox=[562, 1041, 730, 1071]
column-container bbox=[22, 40, 1092, 1506]
column-6 bbox=[915, 40, 1093, 1506]
article-paragraph: The Assembly was prorogued on the 10th inst., to meet at Wellington in about four months hence.—Otago Daily Times, Dec. 17. bbox=[562, 70, 730, 93]
article-paragraph: Accounts from the several cotton districts do not present a reassuring aspect of affairs. The official return from the Poor Law Board, up to Oct. 21, exhibits a further increase of pauperism in 20 unions, amongst which are the principal seats of the industry. Two unions (Chorlton and Saddleworth) have the same number of paupers, and so far as the numbers has decreased. The number receiving relief was in December, 1862, when 271,983 were in receipt of relief from the guardians, and the minimum was reached in August last, when the number was 73,730. From this date the increase set in. During September 7760 were added to the lists. The first week of the current month added 4649, the second week 5780, and in the third week a further increase of 3579 took place, giving a total of 101,680 now in receipt of relief from the poor rates. The total sum expended in out-door relief last week was £6071, which was £250 more than in the week preceding. bbox=[562, 882, 730, 1003]
section-heading: THE CZAREWITCH RACE AT NEWMARKET. bbox=[748, 217, 902, 240]
article-paragraph: An action for the recovery of £9 15s., being the value of certain goods sold to defendant. Verdict for plaintiff, with 12s. costs. bbox=[27, 125, 195, 149]
article-paragraph: a loan of one million, at an interest of 8 per cent., for which, of course, they will not solicit any Government guarantee. bbox=[562, 40, 730, 55]
article-paragraph: Lord Wodehouse has definitely accepted the Lord Lieutenancy of Ireland in succession to the Earl of Carlisle. This step on the part of the noble lord will involve probably one or two other changes, as the Under-Secretaryship of the Colonies will become vacant. Lord Wodehouse has filled several offices with credit and efficiency, having been Under-Secretary for Foreign Affairs and ambassador to Russia from 1856 to 1858, while not many months since he again proceeded to the north of Europe, to adjust, if possible, the Schleswig-Holstein complications. bbox=[562, 626, 730, 701]
article-paragraph: AN ESTATE IN CHINA.—A case of some interest is likely to be brought under the attention of the law courts concerning a Chinaman's tail. It will be remembered that a Chinaman named Ah Choo prosecuted a woman named Johnston for assaulting him and cutting off his tail with a chopper. The tail was produced in court as part of the evidence, and was claimed by the prosecutor after the trial. It seems that Mr. M'Laverty, the attorney for the Crown, however, has a female friend who, it appears is curious in tails, and as the prosecutor did not come forward for it, he has given it to his friend. Ah Choo, under these circumstances wants to pursue Mr. M'Laverty at law, or to lay his tale before the Governor. It is too bad to rob a poor man of his tail in the barefaced manner.—O. and M. Advertiser, October 27. bbox=[919, 837, 1087, 935]
article-paragraph: The Clerk then read the seventh paragraph of the address, referring to the removal of the seat of Government. bbox=[205, 575, 373, 591]
article-paragraph: Betting:—100 to 30 agst. Gratitude, 9 to 2 agst. Mail Train, 100 to 15 agst. Thalestris, 10 to 1 agst. Charmian, 100 to 8 agst. Calista colt, 100 to 7 agst. Planet, 100 to 6 agst. The Brewer, 25 to 1 agst. Cathedral, 30 to 1 agst. Scapulars, 33 to 1 agst. Lady Hylda, 40 to 1 each agst. Ackworth and Beatrix, 50 to 1 agst. Blackdown, 66 to 1 agst. Beaver, and 100 to 1 agst. Pearl Diver. bbox=[741, 355, 909, 401]
subheading: TUESDAY, 11TH OCTOBER. bbox=[786, 241, 863, 249]
article-paragraph: Mr. John Williamson, in a lengthy speech, moved the following amendment in reference to the paragraph about the removal of the seat of Government:— bbox=[205, 590, 373, 614]
article-paragraph: On Tuesday, the 29th inst., an address in reply to his Excellency's speech, was moved in the Legislative Council by the Hon. Mr. Sewell, and carried. The terms of the address, as well as of the mover's speech, were nearly similar to those carried in the Lower House. bbox=[384, 360, 552, 398]
article-paragraph: Invercargill, 15th December, 1864. bbox=[27, 600, 117, 608]
article-paragraph: Lord Coventry's Thalestris, by Kingston—Virago, 4 yrs, 6st. 2lb............................(J. Grimshaw) 1 bbox=[741, 272, 909, 288]
section-heading: GOVERNMENT BUILDING FOR AUCKLAND. bbox=[405, 483, 530, 502]
article-paragraph: An accident of a fearful nature, and attended with serious loss of life, occurred at a colliery midway between Dumbridge and Madeley. The pit in question belongs to the Madeley Wood Company, and is known by the name of the 'Lane Pit.' It appears that shortly before 9 o'clock in the evening, the last band of men were descending from work, when those on the bank were alarmed by the sound of a heavy body falling to the bottom. An outcry was made, and hundreds of people were quickly on the spot. A number of miners volunteered to descend, and on their reaching the bottom it was found that the cage had been broken through, and the bodies of the poor fellows were lying in the water beneath, which had become tinged with blood. The scaffold was composed of 8 inch oak, and this was broken through as if it had been merely paper. As soon as possible the bodies were brought to the bank, and conveyed to a public-house near, to await the coroner's inquest. The pit was about 200 yards deep. bbox=[562, 376, 730, 505]
article-paragraph: The following Peers, it is reported, refused the Lord-Lieutenancy of Ireland:—The Duke of Devonshire, the Marquis of Lansdowne, Earl of Bessborough, Earl Granville, Earl of St. Germans, Lords Taunton, Houghton, Broughton, and Wodehouse, Lord Wodehouse, with true official spirit, bbox=[562, 1071, 730, 1109]
page-number: 3 bbox=[1084, 10, 1092, 27]
article-paragraph: Question—"That the words proposed to be omitted stand part of the question." bbox=[205, 847, 373, 863]
article-paragraph: An action to recover £7 10s. 10d., value of certain goods sold to defendant. Verdict for plaintiff, with 11s. costs. bbox=[27, 101, 195, 116]
column-5 bbox=[736, 40, 915, 1506]
